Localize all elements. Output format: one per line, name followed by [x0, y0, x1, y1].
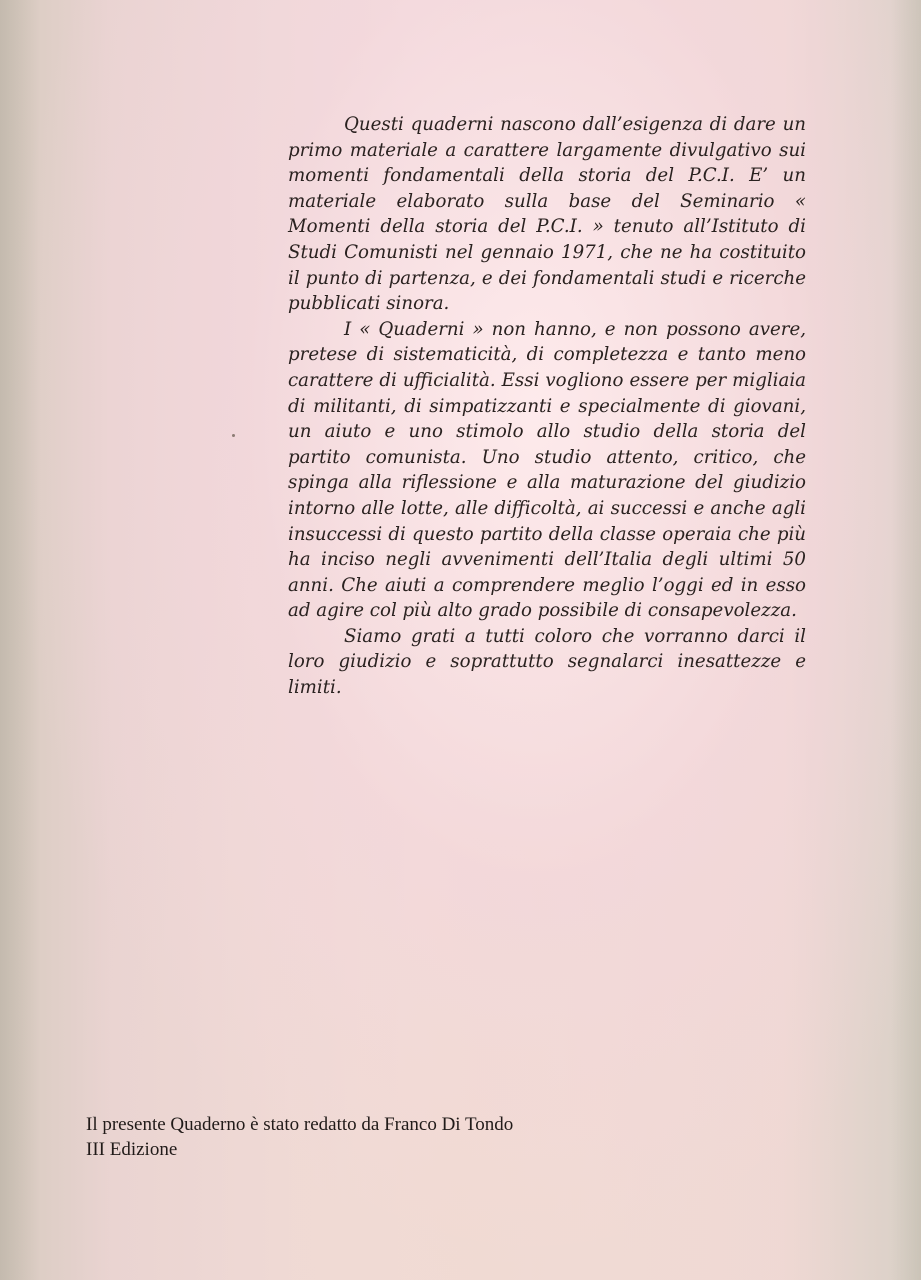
- author-credit-line: Il presente Quaderno è stato redatto da Franco Di Tondo: [86, 1114, 514, 1135]
- paper-speck: [232, 434, 235, 437]
- colophon: [86, 1112, 646, 1162]
- page-edge-shadow-right: [891, 0, 921, 1280]
- preface-paragraph: I « Quaderni » non hanno, e non possono avere, pretese di sistematicità, di completezza e tanto meno carattere di ufficialità. Essi vogliono essere per migliaia di militanti, di simpatizzanti e specialmente di giovani, un aiuto e uno stimolo allo studio della storia del partito comunista. Uno studio attento, critico, che spinga alla riflessione e alla maturazione del giudizio intorno alle lotte, alle difficoltà, ai successi e anche agli insuccessi di questo partito della classe operaia che più ha inciso negli avvenimenti dell’Italia degli ultimi 50 anni. Che aiuti a comprendere meglio l’oggi ed in esso ad agire col più alto grado possibile di consapevolezza.: [288, 318, 806, 622]
- edition-line: III Edizione: [86, 1139, 178, 1160]
- preface-text: [288, 112, 806, 701]
- preface-paragraph: Questi quaderni nascono dall’esigenza di dare un primo materiale a carattere largamente divulgativo sui momenti fondamentali della storia del P.C.I. E’ un materiale elaborato sulla base del Seminario « Momenti della storia del P.C.I. » tenuto all’Istituto di Studi Comunisti nel gennaio 1971, che ne ha costituito il punto di partenza, e dei fondamentali studi e ricerche pubblicati sinora.: [288, 114, 806, 315]
- page-edge-shadow-left: [0, 0, 40, 1280]
- preface-paragraph: Siamo grati a tutti coloro che vorranno darci il loro giudizio e soprattutto segnalarci inesattezze e limiti.: [288, 625, 806, 699]
